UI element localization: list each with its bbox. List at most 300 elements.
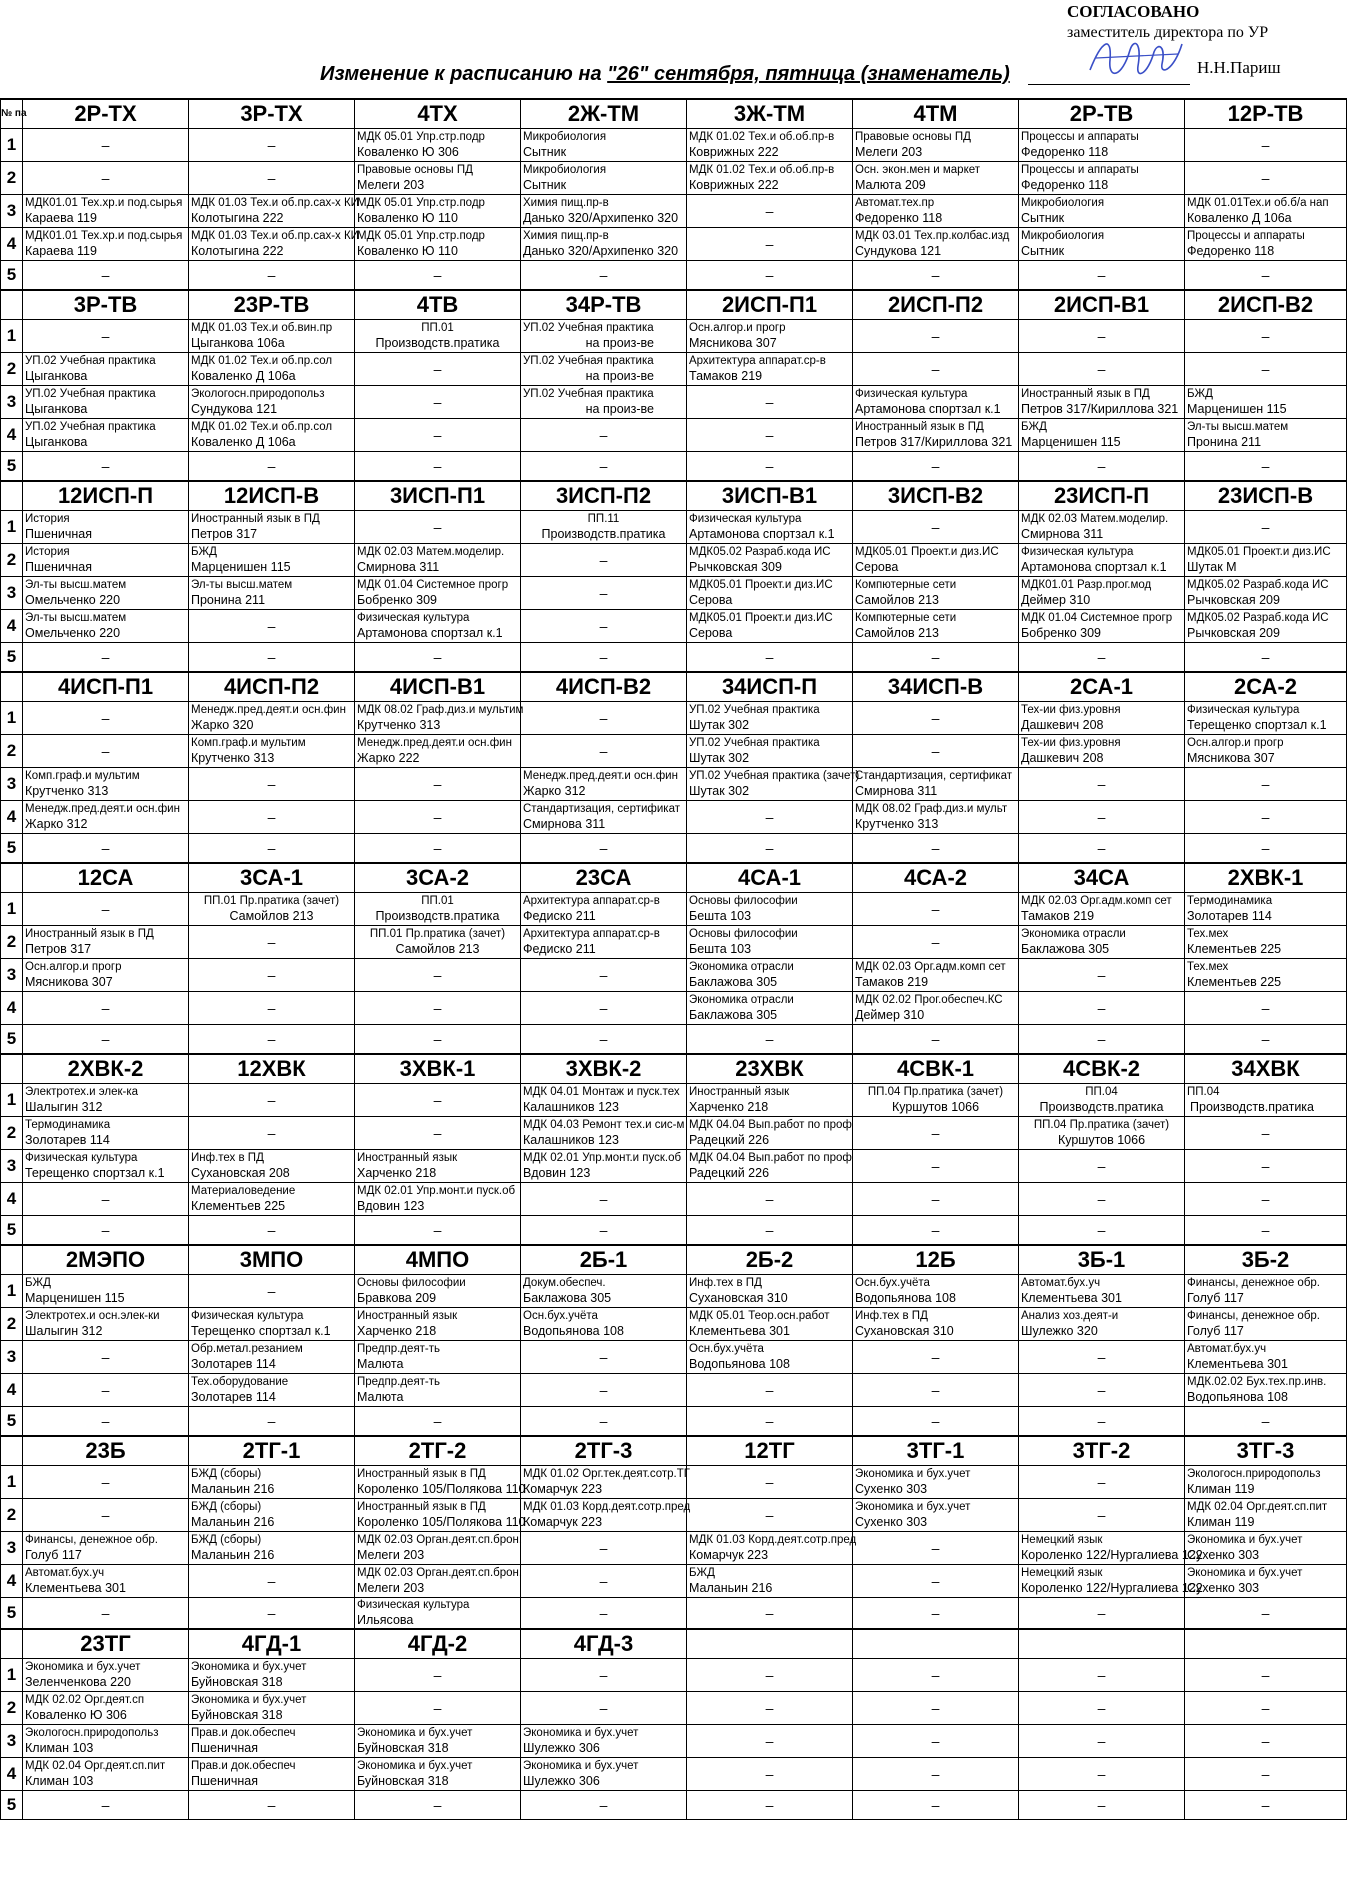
teacher-room: Терещенко спортзал к.1: [1187, 718, 1327, 732]
empty-lesson-cell: –: [1185, 768, 1347, 801]
teacher-room: Мелеги 203: [357, 1581, 425, 1595]
teacher-room: Коваленко Ю 306: [357, 145, 459, 159]
subject-name: ПП.11: [587, 513, 620, 525]
subject-name: УП.02 Учебная практика (зачет): [689, 770, 860, 782]
empty-lesson-cell: –: [189, 1407, 355, 1437]
empty-lesson-cell: –: [23, 1791, 189, 1820]
subject-name: МДК 08.02 Граф.диз.и мульт: [855, 803, 1008, 815]
group-name: 4МПО: [355, 1245, 521, 1275]
teacher-room: Производств.пратика: [541, 527, 666, 541]
pair-number: 5: [1, 1598, 23, 1630]
teacher-room: Маланьин 216: [191, 1548, 275, 1562]
lesson-cell: [521, 162, 687, 195]
subject-name: Процессы и аппараты: [1021, 164, 1139, 176]
empty-lesson-cell: –: [1185, 643, 1347, 673]
lesson-row: [1, 926, 1347, 959]
subject-name: Менедж.пред.деят.и осн.фин: [357, 737, 512, 749]
lesson-cell: [189, 195, 359, 228]
lesson-cell: [23, 610, 189, 643]
lesson-cell: [521, 1275, 687, 1308]
empty-lesson-cell: –: [853, 320, 1019, 353]
teacher-room: Комарчук 223: [523, 1515, 603, 1529]
lesson-cell: [355, 610, 521, 643]
lesson-cell: [853, 1308, 1019, 1341]
empty-lesson-cell: –: [853, 452, 1019, 482]
teacher-room: Марценишен 115: [25, 1291, 125, 1305]
lesson-row: [1, 1025, 1347, 1055]
lesson-cell: [1019, 386, 1185, 419]
group-name: 2Р-ТВ: [1019, 99, 1185, 129]
empty-lesson-cell: –: [1019, 1791, 1185, 1820]
subject-name: Экологосн.природопольз: [25, 1727, 159, 1739]
lesson-cell: [23, 195, 189, 228]
empty-lesson-cell: –: [853, 834, 1019, 864]
subject-name: МДК 02.02 Орг.деят.сп: [25, 1694, 145, 1706]
teacher-room: Шутак 302: [689, 718, 750, 732]
teacher-room: Шутак 302: [689, 751, 750, 765]
lesson-cell: [521, 926, 687, 959]
lesson-cell: [521, 129, 687, 162]
empty-lesson-cell: –: [1019, 1758, 1185, 1791]
teacher-room: на произ-ве: [585, 402, 654, 416]
subject-name: Микробиология: [1021, 197, 1105, 209]
lesson-cell: [189, 511, 355, 544]
lesson-cell: [687, 1150, 853, 1183]
teacher-room: Петров 317/Кириллова 321: [1021, 402, 1179, 416]
teacher-room: Мелеги 203: [357, 178, 425, 192]
empty-lesson-cell: –: [1185, 320, 1347, 353]
empty-lesson-cell: –: [355, 768, 521, 801]
lesson-cell: [355, 1598, 521, 1630]
subject-name: Электротех.и элек-ка: [25, 1086, 139, 1098]
lesson-cell: [355, 320, 521, 353]
subject-name: Экономика и бух.учет: [357, 1760, 473, 1772]
teacher-room: Баклажова 305: [523, 1291, 612, 1305]
teacher-room: Федоренко 118: [1021, 178, 1109, 192]
pair-number: 4: [1, 1565, 23, 1598]
pair-number: 5: [1, 834, 23, 864]
teacher-room: Пшеничная: [191, 1774, 258, 1788]
empty-lesson-cell: –: [1019, 1150, 1185, 1183]
subject-name: Экологосн.природопольз: [1187, 1468, 1321, 1480]
subject-name: Экономика и бух.учет: [357, 1727, 473, 1739]
lesson-cell: [1019, 1275, 1185, 1308]
teacher-room: Малюта 209: [855, 178, 926, 192]
subject-name: БЖД: [25, 1277, 51, 1289]
lesson-row: [1, 1216, 1347, 1246]
lesson-row: [1, 1084, 1347, 1117]
pair-number: 2: [1, 1692, 23, 1725]
lesson-row: [1, 511, 1347, 544]
lesson-row: [1, 320, 1347, 353]
teacher-room: Харченко 218: [357, 1166, 437, 1180]
empty-lesson-cell: –: [521, 1565, 687, 1598]
empty-lesson-cell: –: [355, 801, 521, 834]
subject-name: Основы философии: [689, 895, 798, 907]
subject-name: Химия пищ.пр-в: [523, 230, 609, 242]
subject-name: МДК01.01 Тех.хр.и под.сырья: [25, 230, 183, 242]
empty-lesson-cell: –: [1185, 1758, 1347, 1791]
teacher-room: Клементьева 301: [25, 1581, 126, 1595]
lesson-cell: [1019, 195, 1185, 228]
group-name: 3ТГ-2: [1019, 1436, 1185, 1466]
lesson-cell: [355, 926, 521, 959]
subject-name: Правовые основы ПД: [855, 131, 971, 143]
pair-number: 4: [1, 228, 23, 261]
group-name: 3Б-2: [1185, 1245, 1347, 1275]
teacher-room: Коваленко Д 106а: [1187, 211, 1292, 225]
lesson-row: [1, 228, 1347, 261]
group-name: 12СА: [23, 863, 189, 893]
subject-name: Физическая культура: [1187, 704, 1300, 716]
subject-name: МДК 08.02 Граф.диз.и мультим: [357, 704, 524, 716]
pair-number: 3: [1, 577, 23, 610]
subject-name: ПП.01: [421, 322, 454, 334]
empty-lesson-cell: –: [1185, 1791, 1347, 1820]
subject-name: Экономика отрасли: [689, 994, 794, 1006]
lesson-cell: [1185, 228, 1347, 261]
teacher-room: Золотарев 114: [191, 1390, 276, 1404]
empty-lesson-cell: –: [189, 162, 355, 195]
teacher-room: Рычковская 209: [1187, 593, 1280, 607]
group-name: 34СА: [1019, 863, 1185, 893]
lesson-cell: [1019, 610, 1185, 643]
empty-lesson-cell: –: [521, 1025, 687, 1055]
group-name: [687, 1629, 853, 1659]
subject-name: МДК 01.02 Тех.и об.об.пр-в: [689, 131, 835, 143]
teacher-room: Сухенко 303: [1187, 1581, 1260, 1595]
subject-name: МДК 02.01 Упр.монт.и пуск.об: [357, 1185, 516, 1197]
lesson-cell: [189, 577, 355, 610]
teacher-room: Коваленко Ю 110: [357, 211, 458, 225]
lesson-cell: [355, 577, 521, 610]
empty-lesson-cell: –: [853, 1791, 1019, 1820]
group-name: 3МПО: [189, 1245, 355, 1275]
pair-number: 4: [1, 1374, 23, 1407]
subject-name: Финансы, денежное обр.: [1187, 1310, 1320, 1322]
subject-name: МДК 02.03 Орг.адм.комп сет: [855, 961, 1006, 973]
empty-lesson-cell: –: [853, 1374, 1019, 1407]
teacher-room: Артамонова спортзал к.1: [1021, 560, 1167, 574]
empty-lesson-cell: –: [521, 735, 687, 768]
group-name: 4СВК-1: [853, 1054, 1019, 1084]
teacher-room: Данько 320/Архипенко 320: [523, 244, 679, 258]
subject-name: МДК 01.03 Тех.и об.пр.сах-х КИ: [191, 197, 359, 209]
lesson-cell: [355, 1150, 521, 1183]
teacher-room: Коврижных 222: [689, 178, 779, 192]
subject-name: Основы философии: [689, 928, 798, 940]
teacher-room: Пронина 211: [1187, 435, 1262, 449]
subject-name: МДК 01.01Тех.и об.б/а нап: [1187, 197, 1329, 209]
lesson-cell: [1019, 735, 1185, 768]
teacher-room: Вдовин 123: [357, 1199, 425, 1213]
empty-lesson-cell: –: [1185, 992, 1347, 1025]
teacher-room: Комарчук 223: [689, 1548, 769, 1562]
empty-lesson-cell: –: [355, 419, 521, 452]
lesson-cell: [853, 1499, 1019, 1532]
empty-lesson-cell: –: [189, 261, 355, 291]
teacher-room: Шулежко 320: [1021, 1324, 1098, 1338]
lesson-cell: [521, 1725, 687, 1758]
teacher-room: Голуб 117: [1187, 1324, 1244, 1338]
subject-name: УП.02 Учебная практика: [689, 704, 820, 716]
subject-name: Комп.граф.и мультим: [191, 737, 306, 749]
subject-name: Осн.алгор.и прогр: [25, 961, 122, 973]
empty-lesson-cell: –: [189, 1117, 355, 1150]
lesson-cell: [1185, 735, 1347, 768]
group-name: 12ТГ: [687, 1436, 853, 1466]
group-name: 2ХВК-2: [23, 1054, 189, 1084]
teacher-room: Омельченко 220: [25, 626, 121, 640]
empty-lesson-cell: –: [687, 834, 853, 864]
subject-name: Термодинамика: [1187, 895, 1273, 907]
teacher-room: Караева 119: [25, 244, 97, 258]
subject-name: Электротех.и осн.элек-ки: [25, 1310, 160, 1322]
teacher-room: Тамаков 219: [855, 975, 929, 989]
subject-name: МДК05.02 Разраб.кода ИС: [1187, 612, 1329, 624]
subject-name: Физическая культура: [357, 612, 470, 624]
group-header-row: [1, 672, 1347, 702]
teacher-room: Производств.пратика: [375, 336, 500, 350]
empty-lesson-cell: –: [23, 702, 189, 735]
empty-lesson-cell: –: [1185, 353, 1347, 386]
teacher-room: Цыганкова: [25, 369, 88, 383]
subject-name: МДК 02.03 Орг.адм.комп сет: [1021, 895, 1172, 907]
lesson-cell: [687, 610, 853, 643]
lesson-row: [1, 1374, 1347, 1407]
teacher-room: Тамаков 219: [1021, 909, 1095, 923]
teacher-room: Крутченко 313: [191, 751, 275, 765]
subject-name: Анализ хоз.деят-и: [1021, 1310, 1119, 1322]
teacher-room: Серова: [689, 626, 733, 640]
empty-lesson-cell: –: [1185, 834, 1347, 864]
lesson-row: [1, 1758, 1347, 1791]
empty-lesson-cell: –: [521, 577, 687, 610]
group-name: 2СА-1: [1019, 672, 1185, 702]
group-name: 3СА-1: [189, 863, 355, 893]
group-name: 4СА-2: [853, 863, 1019, 893]
empty-lesson-cell: –: [1185, 1598, 1347, 1630]
empty-lesson-cell: –: [853, 1117, 1019, 1150]
subject-name: Иностранный язык: [689, 1086, 790, 1098]
teacher-room: Цыганкова: [25, 435, 88, 449]
subject-name: Физическая культура: [357, 1599, 470, 1611]
teacher-room: Артамонова спортзал к.1: [357, 626, 503, 640]
subject-name: Физическая культура: [689, 513, 802, 525]
lesson-cell: [853, 1084, 1019, 1117]
group-name: 2ИСП-П1: [687, 290, 853, 320]
pair-number: 5: [1, 1791, 23, 1820]
teacher-room: Терещенко спортзал к.1: [25, 1166, 165, 1180]
lesson-cell: [355, 228, 521, 261]
group-name: 2ИСП-П2: [853, 290, 1019, 320]
group-name: 4СВК-2: [1019, 1054, 1185, 1084]
subject-name: МДК 04.04 Вып.работ по проф: [689, 1152, 852, 1164]
lesson-cell: [687, 1117, 853, 1150]
empty-lesson-cell: –: [1185, 1025, 1347, 1055]
teacher-room: Климан 103: [25, 1741, 94, 1755]
lesson-cell: [1185, 1084, 1347, 1117]
lesson-cell: [853, 1466, 1019, 1499]
lesson-cell: [687, 1565, 853, 1598]
lesson-cell: [853, 1275, 1019, 1308]
subject-name: Инф.тех в ПД: [689, 1277, 762, 1289]
teacher-room: Коваленко Д 106а: [191, 369, 296, 383]
teacher-room: Серова: [855, 560, 899, 574]
lesson-cell: [853, 129, 1019, 162]
subject-name: История: [25, 546, 70, 558]
group-name: 3Р-ТВ: [23, 290, 189, 320]
pair-number: 4: [1, 1183, 23, 1216]
subject-name: ПП.01: [421, 895, 454, 907]
subject-name: УП.02 Учебная практика: [523, 388, 654, 400]
lesson-cell: [687, 511, 853, 544]
teacher-room: Водопьянова 108: [855, 1291, 956, 1305]
group-name: 4ИСП-В1: [355, 672, 521, 702]
subject-name: Основы философии: [357, 1277, 466, 1289]
empty-lesson-cell: –: [1185, 129, 1347, 162]
lesson-cell: [687, 926, 853, 959]
subject-name: Автомат.бух.уч: [1187, 1343, 1267, 1355]
subject-name: Менедж.пред.деят.и осн.фин: [523, 770, 678, 782]
lesson-cell: [1185, 1466, 1347, 1499]
group-name: 3ХВК-1: [355, 1054, 521, 1084]
pair-number: 4: [1, 992, 23, 1025]
teacher-room: Шулежко 306: [523, 1774, 600, 1788]
empty-lesson-cell: –: [521, 1407, 687, 1437]
group-name: 2Б-2: [687, 1245, 853, 1275]
lesson-cell: [23, 1725, 189, 1758]
lesson-cell: [23, 511, 189, 544]
lesson-cell: [853, 544, 1019, 577]
empty-lesson-cell: –: [687, 1499, 853, 1532]
empty-lesson-cell: –: [853, 261, 1019, 291]
empty-lesson-cell: –: [687, 386, 853, 419]
lesson-cell: [355, 893, 521, 926]
subject-name: Микробиология: [1021, 230, 1105, 242]
group-name: 3ТГ-3: [1185, 1436, 1347, 1466]
empty-lesson-cell: –: [687, 1758, 853, 1791]
subject-name: Архитектура аппарат.ср-в: [523, 928, 660, 940]
teacher-room: Федоренко 118: [855, 211, 943, 225]
teacher-room: Водопьянова 108: [523, 1324, 624, 1338]
empty-lesson-cell: –: [853, 1216, 1019, 1246]
teacher-room: Рычковская 309: [689, 560, 782, 574]
subject-name: Автомат.бух.уч: [25, 1567, 105, 1579]
teacher-room: Шутак 302: [689, 784, 750, 798]
teacher-room: Мелеги 203: [357, 1548, 425, 1562]
subject-name: МДК05.02 Разраб.кода ИС: [1187, 579, 1329, 591]
lesson-cell: [1019, 1565, 1203, 1598]
empty-lesson-cell: –: [1185, 162, 1347, 195]
teacher-room: Золотарев 114: [25, 1133, 110, 1147]
approver-name: Н.Н.Париш: [1197, 58, 1281, 77]
empty-lesson-cell: –: [355, 834, 521, 864]
empty-lesson-cell: –: [23, 1216, 189, 1246]
empty-lesson-cell: –: [687, 452, 853, 482]
teacher-room: Жарко 312: [25, 817, 88, 831]
teacher-room: Бешта 103: [689, 909, 752, 923]
lesson-cell: [853, 228, 1019, 261]
lesson-row: [1, 353, 1347, 386]
group-name: 23ХВК: [687, 1054, 853, 1084]
empty-lesson-cell: –: [355, 992, 521, 1025]
empty-lesson-cell: –: [521, 702, 687, 735]
empty-lesson-cell: –: [1019, 1183, 1185, 1216]
lesson-cell: [189, 1466, 355, 1499]
lesson-row: [1, 1150, 1347, 1183]
subject-name: Процессы и аппараты: [1021, 131, 1139, 143]
subject-name: Автомат.бух.уч: [1021, 1277, 1101, 1289]
lesson-cell: [355, 1341, 521, 1374]
empty-lesson-cell: –: [853, 1565, 1019, 1598]
teacher-room: Маланьин 216: [191, 1482, 275, 1496]
subject-name: МДК 01.02 Тех.и об.пр.сол: [191, 421, 333, 433]
group-name: [853, 1629, 1019, 1659]
pair-number: 3: [1, 1725, 23, 1758]
lesson-row: [1, 544, 1347, 577]
empty-lesson-cell: –: [1185, 1117, 1347, 1150]
lesson-cell: [23, 1532, 189, 1565]
empty-lesson-cell: –: [521, 544, 687, 577]
lesson-cell: [687, 129, 853, 162]
subject-name: МДК 05.01 Теор.осн.работ: [689, 1310, 830, 1322]
teacher-room: Сухановская 208: [191, 1166, 290, 1180]
group-name: 2СА-2: [1185, 672, 1347, 702]
empty-lesson-cell: –: [1019, 1216, 1185, 1246]
empty-lesson-cell: –: [1019, 1692, 1185, 1725]
lesson-cell: [687, 544, 853, 577]
lesson-cell: [853, 992, 1019, 1025]
lesson-cell: [189, 1341, 355, 1374]
subject-name: Правовые основы ПД: [357, 164, 473, 176]
lesson-cell: [355, 1532, 521, 1565]
lesson-cell: [189, 353, 355, 386]
lesson-cell: [355, 1308, 521, 1341]
teacher-room: Рычковская 209: [1187, 626, 1280, 640]
lesson-cell: [355, 129, 521, 162]
lesson-cell: [687, 1341, 853, 1374]
teacher-room: Ильясова: [357, 1613, 414, 1627]
lesson-cell: [355, 1499, 526, 1532]
teacher-room: Смирнова 311: [523, 817, 606, 831]
empty-lesson-cell: –: [23, 643, 189, 673]
empty-lesson-cell: –: [1185, 1692, 1347, 1725]
lesson-row: [1, 1466, 1347, 1499]
teacher-room: Маланьин 216: [689, 1581, 773, 1595]
subject-name: Иностранный язык в ПД: [855, 421, 984, 433]
teacher-room: Цыганкова 106а: [191, 336, 285, 350]
group-name: 3ХВК-2: [521, 1054, 687, 1084]
empty-lesson-cell: –: [355, 1084, 521, 1117]
subject-name: МДК 02.04 Орг.деят.сп.пит: [1187, 1501, 1328, 1513]
empty-lesson-cell: –: [687, 195, 853, 228]
lesson-cell: [1185, 1499, 1347, 1532]
lesson-cell: [687, 768, 860, 801]
teacher-room: Артамонова спортзал к.1: [855, 402, 1001, 416]
lesson-cell: [1185, 926, 1347, 959]
subject-name: Докум.обеспеч.: [523, 1277, 606, 1289]
pair-number: 5: [1, 1216, 23, 1246]
lesson-cell: [1185, 610, 1347, 643]
pair-number: 5: [1, 261, 23, 291]
teacher-room: Крутченко 313: [357, 718, 441, 732]
empty-lesson-cell: –: [521, 1341, 687, 1374]
empty-lesson-cell: –: [189, 1025, 355, 1055]
lesson-cell: [23, 544, 189, 577]
schedule-table: [0, 98, 1347, 1820]
group-name: 3Р-ТХ: [189, 99, 355, 129]
